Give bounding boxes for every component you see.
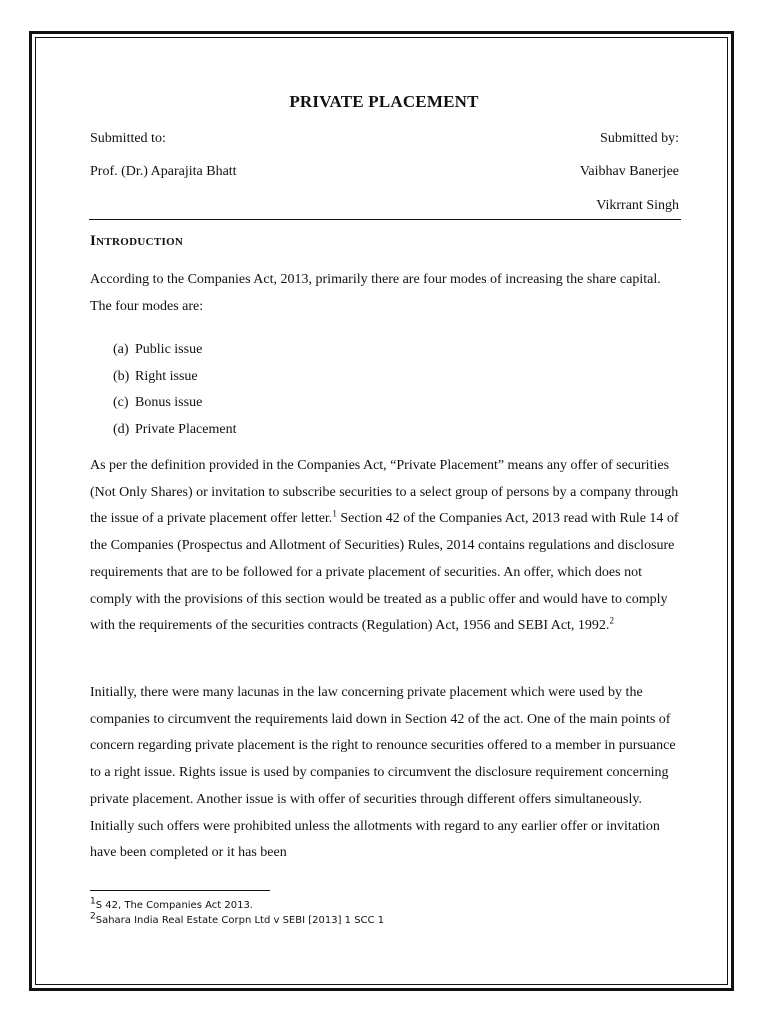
list-item	[113, 417, 236, 444]
footnote-ref-1[interactable]: 1	[332, 508, 337, 519]
professor-name: Prof. (Dr.) Aparajita Bhatt	[90, 164, 237, 179]
footnote-divider	[90, 890, 270, 891]
list-marker: (a)	[113, 342, 129, 357]
list-item	[113, 364, 236, 391]
lacunas-paragraph: Initially, there were many lacunas in the law concerning private placement which were used by the companies to circumvent the requirements laid down in Section 42 of the act. One of the main points of concern regarding private placement is the right to renounce securities offered to a member in pursuance to a right issue. Rights issue is used by companies to circumvent the disclosure requirement concerning private placement. Another issue is with offer of securities through different offers simultaneously. Initially such offers were prohibited unless the allotments with regard to any earlier offer or invitation have been completed or it has been	[90, 685, 676, 861]
list-marker: (b)	[113, 368, 130, 384]
submitted-to-label: Submitted to:	[90, 131, 166, 146]
section-42-text: Section 42 of the Companies Act, 2013 read with Rule 14 of the Companies (Prospectus and Allotment of Securities) Rules, 2014 contains regulations and disclosure requirements that are to be followed for a private placement of securities. An offer, which does not comply with the provisions of this section would be treated as a public offer and would have to comply with the requirements of the securities contracts (Regulation) Act, 1956 and SEBI Act, 1992.	[90, 511, 679, 634]
submitted-by-label: Submitted by:	[600, 131, 679, 146]
list-item-text: Right issue	[135, 368, 198, 384]
list-item-text: Bonus issue	[135, 395, 203, 410]
definition-paragraph	[90, 453, 680, 640]
footnote	[90, 913, 384, 928]
definition-text: As per the definition provided in the Companies Act, “Private Placement” means any offer of securities (Not Only Shares) or invitation to subscribe securities to a select group of persons by a company through the issue of a private placement offer letter.	[90, 458, 679, 527]
footnote-number: 2	[90, 911, 96, 922]
footnote-number: 1	[90, 896, 96, 907]
section-heading: Introduction	[90, 233, 184, 249]
list-item	[113, 390, 236, 417]
list-marker: (d)	[113, 421, 130, 437]
list-item-text: Public issue	[135, 342, 203, 357]
footnote-ref-2[interactable]: 2	[609, 615, 614, 626]
list-item-text: Private Placement	[135, 421, 237, 437]
author-name: Vaibhav Banerjee	[579, 164, 679, 179]
list-item	[113, 337, 236, 364]
footnote-text: Sahara India Real Estate Corpn Ltd v SEBI [2013] 1 SCC 1	[95, 915, 385, 926]
footnotes	[90, 898, 384, 928]
intro-paragraph: According to the Companies Act, 2013, primarily there are four modes of increasing the share capital. The four modes are:	[90, 272, 661, 314]
list-marker: (c)	[113, 395, 129, 410]
footnote-text: S 42, The Companies Act 2013.	[95, 900, 253, 911]
header-divider	[89, 219, 681, 220]
modes-list	[113, 337, 236, 443]
document-title: PRIVATE PLACEMENT	[289, 92, 479, 111]
footnote	[90, 898, 384, 913]
author-name: Vikrrant Singh	[596, 198, 679, 213]
